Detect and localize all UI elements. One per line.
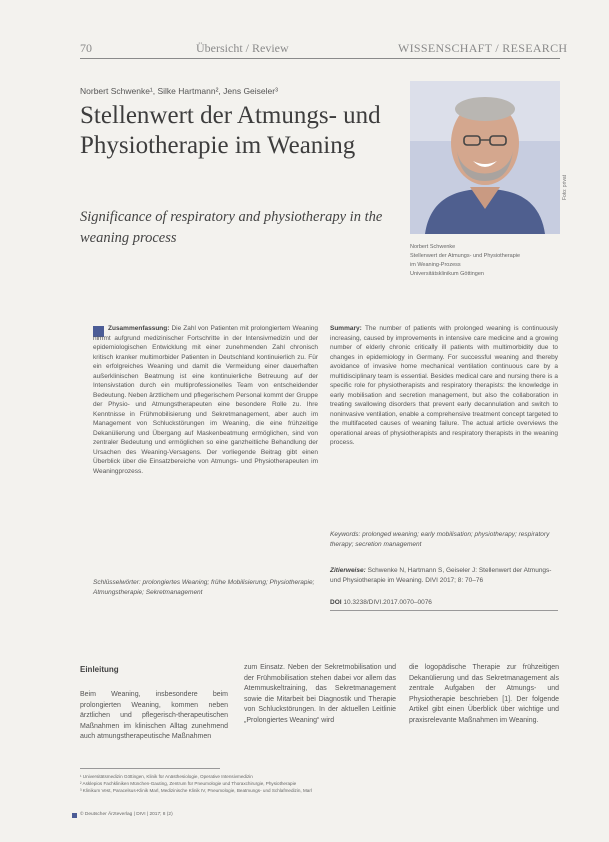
caption-line: Norbert Schwenke (410, 244, 456, 250)
footer-copyright: © Deutscher Ärzteverlag | DIVI | 2017; 8 (2) (80, 812, 173, 817)
doi-label: DOI (330, 599, 342, 606)
footnotes (80, 773, 560, 794)
photo-caption (410, 243, 570, 279)
abstract-german-text: Die Zahl von Patienten mit prolongiertem Weaning nimmt aufgrund medizinischer Fortschritte in der Intensivmedizin und der epidemiologischen Entwicklung mit einer zunehmenden Zahl chronisch kritisch kranker multimorbider Patienten in Deutschland kontinuierlich zu. Für ein erfolgreiches Weaning und damit die Vermeidung einer dauerhaften außerklinischen Beatmung ist eine kontinuierliche Betreuung auf der Intensivstation durch ein multiprofessionelles Team von entscheidender Bedeutung. Neben ärztlichem und pflegerischem Personal kommt der Gruppe der Physio- und Atmungstherapeuten eine besondere Rolle zu. Ihre Kenntnisse in Frühmobilisierung und Sekretmanagement, aber auch im Management von Schluckstörungen im Weaning, die eine frühzeitige Dekanülierung und Übergang auf Maskenbeatmung ermöglichen, sind von zentraler Bedeutung und ermöglichen so eine ganzheitliche Behandlung der Ursachen des Weaning-Versagens. Der vorliegende Beitrag gibt einen Überblick über die Einsatzbereiche von Atmungs- und Physiotherapeuten im Weaningprozess. (93, 325, 318, 475)
header-divider (80, 58, 560, 59)
keywords-german-text: prolongiertes Weaning; frühe Mobilisierung; Physiotherapie; Atmungstherapie; Sekretmanagement (93, 579, 315, 596)
keywords-german (93, 578, 318, 597)
footnote: ³ Klinikum Vest, Paracelsus-Klinik Marl, Medizinische Klinik IV, Pneumologie, Beatmungs- und Schlafmedizin, Marl (80, 788, 312, 793)
article-subtitle: Significance of respiratory and physiotherapy in the weaning process (80, 209, 383, 246)
abstract-english-label: Summary: (330, 325, 362, 332)
section-label-right: WISSENSCHAFT / RESEARCH (398, 41, 568, 55)
citation-label: Zitierweise: (330, 567, 366, 574)
doi[interactable] (330, 599, 432, 606)
article-title: Stellenwert der Atmungs- und Physiotherapie im Weaning (80, 102, 381, 159)
doi-value[interactable]: 10.3238/DIVI.2017.0070–0076 (343, 599, 432, 606)
caption-line: Universitätsklinikum Göttingen (410, 271, 484, 277)
footnote: ¹ Universitätsmedizin Göttingen, Klinik für Anästhesiologie, Operative Intensivmedizin (80, 774, 253, 779)
caption-line: im Weaning-Prozess (410, 262, 461, 268)
citation-divider (330, 610, 558, 611)
citation (330, 566, 558, 585)
footnote-divider (80, 768, 220, 769)
body-column-2: zum Einsatz. Neben der Sekretmobilisation und der Frühmobilisation stehen dabei vor allem das Atemmuskeltraining, das Sekretmanagement sowie die Mitarbeit bei Diagnostik und Therapie von Schluckstörungen. In der aktuellen Leitlinie „Prolongiertes Weaning“ wird (244, 664, 396, 724)
keywords-english-label: Keywords: (330, 531, 361, 538)
footer-marker (72, 813, 77, 818)
photo-credit: Foto: privat (562, 174, 568, 200)
footnote: ² Asklepios Fachkliniken München-Gauting, Zentrum für Pneumologie und Thoraxchirurgie, Physiotherapie (80, 781, 297, 786)
caption-line: Stellenwert der Atmungs- und Physiotherapie (410, 253, 521, 259)
body-column-1: Beim Weaning, insbesondere beim prolongierten Weaning, kommen neben ärztlichen und pflegerisch-therapeutischen Maßnahmen im klinischen Alltag zunehmend auch atmungstherapeutische Maßnahmen (80, 691, 228, 740)
page-number: 70 (80, 41, 92, 55)
abstract-english (330, 324, 558, 448)
citation-text: Schwenke N, Hartmann S, Geiseler J: Stellenwert der Atmungs- und Physiotherapie im Weaning. DIVI 2017; 8: 70–76 (330, 567, 552, 584)
section-heading-introduction: Einleitung (80, 665, 119, 674)
section-label-left: Übersicht / Review (196, 41, 289, 55)
authors: Norbert Schwenke¹, Silke Hartmann², Jens Geiseler³ (80, 86, 278, 96)
abstract-english-text: The number of patients with prolonged weaning is continuously increasing, caused by improvements in intensive care medicine and a growing number of elderly chronic critically ill patients with multimorbidity due to changes in epidemiology in Germany. For successful weaning and thereby avoidance of invasive home mechanical ventilation continuous care by a multidisciplinary team is essential. Besides medical care and nursing there is a specific role for physiotherapists and respiratory therapists: the knowledge in early mobilisation and secretion management, but also the collaboration in treating swallowing disorders that prevent early decannulation and switch to noninvasive ventilation, enable a comprehensive treatment concept targeted to the multifaceted causes of weaning failure. The actual article overviews the operational areas of physiotherapists and respiratory therapists in the weaning process. (330, 325, 558, 446)
keywords-english-text: prolonged weaning; early mobilisation; physiotherapy; respiratory therapy; secretion management (330, 531, 550, 548)
keywords-english (330, 530, 558, 549)
abstract-german-label: Zusammenfassung: (108, 325, 170, 332)
author-photo (410, 81, 560, 234)
body-column-3: die logopädische Therapie zur frühzeitigen Dekanülierung und das Sekretmanagement als zentrale Aufgaben der Atmungs- und Physiotherapie beschrieben [1]. Der folgende Artikel gibt einen Überblick über wichtige und praxisrelevante Maßnahmen im Weaning. (409, 664, 559, 724)
keywords-german-label: Schlüsselwörter: (93, 579, 141, 586)
abstract-german (93, 324, 318, 476)
